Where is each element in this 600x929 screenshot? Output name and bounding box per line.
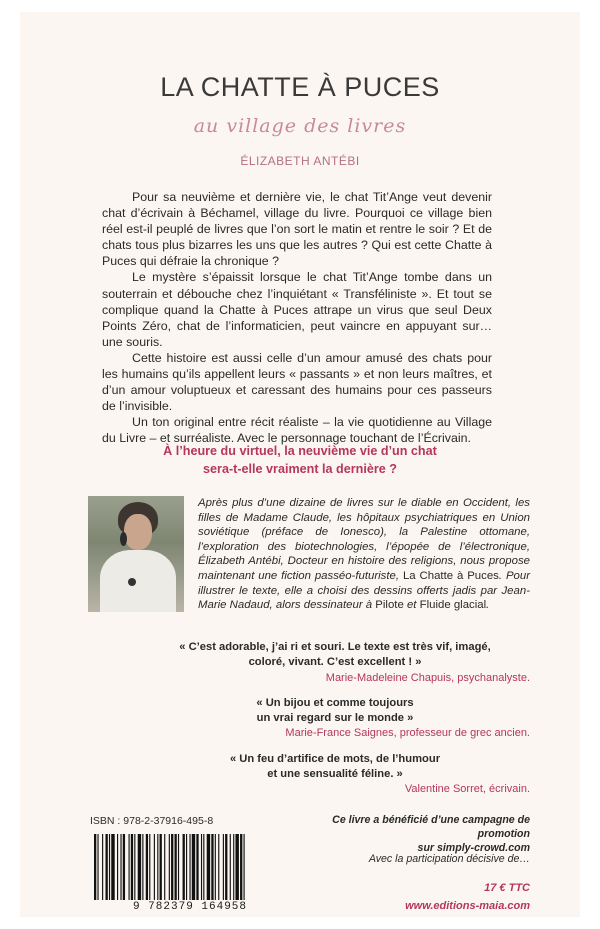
barcode-bar: [97, 834, 98, 900]
barcode-bar: [157, 834, 158, 900]
book-subtitle: au village des livres: [193, 115, 407, 137]
tagline-line: À l’heure du virtuel, la neuvième vie d’un chat: [163, 444, 437, 458]
bio-book-title: La Chatte à Puces: [402, 569, 499, 582]
barcode-bar: [102, 834, 103, 900]
barcode-bar: [207, 834, 210, 900]
bio-text: et: [403, 599, 420, 612]
synopsis-paragraph: Cette histoire est aussi celle d’un amour amusé des chats pour les humains qu’ils appellent leurs « passants » et non leurs maîtres, et d’un amour voluptueux et caressant des humains pour ces passeurs de l’invisible.: [102, 350, 492, 414]
barcode-bars: [90, 834, 290, 900]
price: 17 € TTC: [484, 882, 530, 894]
barcode-bar: [192, 834, 195, 900]
review-author: Marie-Madeleine Chapuis, psychanalyste.: [325, 672, 530, 684]
promo-line: sur simply-crowd.com: [417, 842, 530, 854]
quote-line: un vrai regard sur le monde »: [256, 711, 414, 724]
barcode-bar: [123, 834, 125, 900]
synopsis-paragraph: Le mystère s’épaissit lorsque le chat Tit’Ange tombe dans un souterrain et débouche chez l’inquiétant « Transféliniste ». Et tout se complique quand la Chatte à Puces attrape un virus que seul Deux Points Zéro, chat de l’informaticien, peut vaincre en appuyant sur… une souris.: [102, 270, 492, 349]
barcode-bar: [240, 834, 242, 900]
tagline-line: sera-t-elle vraiment la dernière ?: [203, 462, 397, 476]
bio-text: .: [486, 599, 490, 612]
review-quote: [140, 640, 530, 669]
barcode-bar: [189, 834, 190, 900]
photo-earring: [120, 532, 127, 546]
promo-note: [282, 813, 530, 855]
barcode-bar: [196, 834, 198, 900]
synopsis-paragraph: Un ton original entre récit réaliste – la vie quotidienne au Village du Livre – et surréaliste. Avec le personnage touchant de l’Écrivain.: [102, 415, 492, 446]
promo-line: Ce livre a bénéficié d’une campagne de promotion: [332, 814, 530, 840]
back-cover: [20, 12, 580, 917]
barcode-bar: [175, 834, 177, 900]
barcode-bar: [142, 834, 143, 900]
barcode-bar: [235, 834, 238, 900]
tagline-question: [90, 442, 510, 478]
review-author: Marie-France Saignes, professeur de grec ancien.: [285, 727, 530, 739]
barcode-bar: [230, 834, 231, 900]
synopsis: [102, 189, 492, 447]
review-author: Valentine Sorret, écrivain.: [404, 783, 530, 795]
barcode-bar: [94, 834, 96, 900]
synopsis-paragraph: Pour sa neuvième et dernière vie, le chat Tit’Ange veut devenir chat d’écrivain à Béchamel, village du livre. Pourquoi ce village bien réel est-il peuplé de livres que l’on sort le matin et rentre le soir ? Et de chats tous plus bizarres les uns que les autres ? Qui est cette Chatte à Puces qui défraie la chronique ?: [102, 190, 492, 269]
photo-sweater: [100, 550, 176, 612]
barcode-bar: [178, 834, 179, 900]
barcode-bar: [244, 834, 245, 900]
quote-line: « Un bijou et comme toujours: [256, 697, 414, 709]
bio-magazine: Pilote: [375, 599, 404, 612]
quote-line: « C’est adorable, j’ai ri et souri. Le texte est très vif, imagé,: [179, 641, 491, 653]
barcode-bar: [233, 834, 234, 900]
barcode-bar: [169, 834, 170, 900]
barcode-bar: [154, 834, 155, 900]
bio-text: Après plus d’une dizaine de livres sur le diable en Occident, les filles de Madame Claude, les hôpitaux psychiatriques en Union soviétique (préface de Ionesco), la Palestine ottomane, l’exploration des biotechnologies, l’épopée de l’électronique, Élizabeth Antébi, Docteur en histoire des religions, nous propose maintenant une fiction passéo-futuriste,: [198, 497, 530, 582]
barcode-bar: [120, 834, 121, 900]
barcode-bar: [117, 834, 118, 900]
barcode-bar: [203, 834, 204, 900]
barcode-digits: 9 782379 164958: [132, 901, 248, 913]
bio-magazine: Fluide glacial: [419, 599, 487, 612]
bio-text: . Pour illustrer le texte, elle a choisi des dessins offerts jadis par Jean-Marie Nadaud, alors dessinateur à: [198, 569, 531, 612]
barcode-bar: [138, 834, 141, 900]
barcode-bar: [129, 834, 130, 900]
participation-note: Avec la participation décisive de…: [368, 853, 530, 865]
barcode-bar: [109, 834, 110, 900]
barcode-bar: [106, 834, 108, 900]
review-quote: [140, 696, 530, 725]
barcode-bar: [211, 834, 213, 900]
quote-line: « Un feu d’artifice de mots, de l’humour: [229, 753, 441, 765]
photo-face: [124, 514, 152, 550]
barcode-bar: [149, 834, 150, 900]
barcode-bar: [215, 834, 216, 900]
barcode-bar: [111, 834, 114, 900]
barcode-bar: [160, 834, 162, 900]
isbn-label: ISBN : 978-2-37916-495-8: [90, 815, 214, 827]
author-photo: [88, 496, 184, 612]
author-bio: [198, 496, 530, 613]
barcode-bar: [218, 834, 219, 900]
quote-line: et une sensualité féline. »: [267, 767, 403, 780]
barcode-bar: [164, 834, 165, 900]
publisher-website[interactable]: www.editions-maia.com: [405, 900, 530, 912]
quote-line: coloré, vivant. C’est excellent ! »: [248, 655, 422, 668]
barcode-bar: [183, 834, 185, 900]
barcode-bar: [201, 834, 202, 900]
barcode-bar: [134, 834, 135, 900]
barcode-bar: [131, 834, 133, 900]
photo-brooch: [128, 578, 136, 586]
barcode-bar: [225, 834, 227, 900]
author-name: ÉLIZABETH ANTÉBI: [240, 154, 360, 168]
barcode-bar: [186, 834, 187, 900]
book-title: LA CHATTE À PUCES: [160, 72, 440, 102]
barcode-bar: [171, 834, 173, 900]
barcode-bar: [146, 834, 148, 900]
barcode-bar: [223, 834, 224, 900]
review-quote: [140, 752, 530, 781]
